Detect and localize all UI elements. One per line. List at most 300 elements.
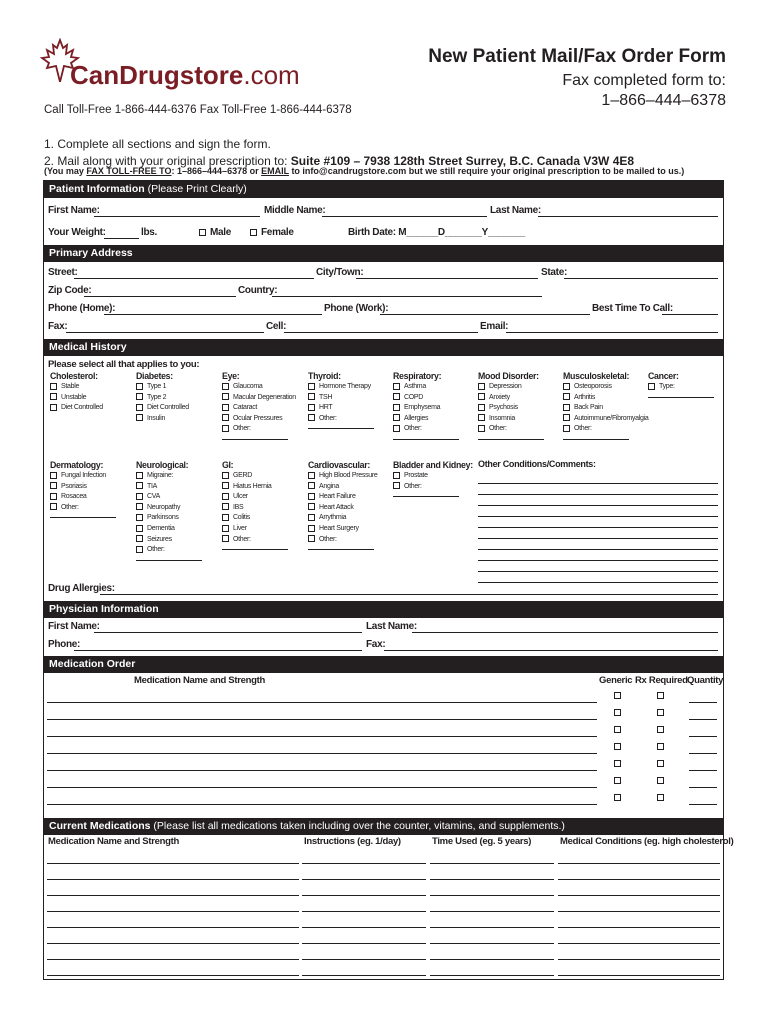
checkbox-icon[interactable] [614, 692, 621, 699]
checkbox-icon[interactable] [614, 760, 621, 767]
other-conditions-line[interactable] [478, 505, 718, 506]
condition-label: TIA [147, 482, 157, 490]
condition-option[interactable] [393, 482, 473, 493]
condition-label: Other: [319, 414, 337, 422]
category-heading: Mood Disorder: [478, 371, 539, 381]
checkbox-icon[interactable] [136, 482, 143, 489]
checkbox-icon[interactable] [308, 383, 315, 390]
condition-option[interactable] [563, 393, 648, 404]
city-field[interactable] [356, 278, 538, 279]
best-time-label: Best Time To Call: [592, 303, 673, 314]
checkbox-icon[interactable] [393, 472, 400, 479]
street-field[interactable] [74, 278, 314, 279]
city-label: City/Town: [316, 267, 364, 278]
current-med-field[interactable] [302, 927, 426, 928]
checkbox-icon[interactable] [308, 514, 315, 521]
other-conditions-line[interactable] [478, 582, 718, 583]
fax-label: Fax completed form to: [562, 72, 726, 89]
condition-option[interactable] [478, 393, 544, 404]
checkbox-icon[interactable] [614, 743, 621, 750]
current-med-field[interactable] [430, 879, 554, 880]
cell-field[interactable] [284, 332, 478, 333]
condition-option[interactable] [136, 482, 202, 493]
condition-label: Insomnia [489, 414, 516, 422]
current-med-field[interactable] [47, 911, 299, 912]
other-conditions-line[interactable] [478, 494, 718, 495]
condition-label: Rosacea [61, 493, 87, 501]
current-med-field[interactable] [47, 895, 299, 896]
current-med-field[interactable] [558, 943, 720, 944]
current-med-field[interactable] [558, 911, 720, 912]
condition-option[interactable] [478, 403, 544, 414]
condition-label: Osteoporosis [574, 383, 612, 390]
condition-option[interactable] [222, 524, 288, 535]
fax-label: Fax: [48, 321, 68, 332]
cur-col-instructions: Instructions (eg. 1/day) [304, 836, 401, 847]
current-med-field[interactable] [430, 863, 554, 864]
condition-option[interactable] [308, 524, 378, 535]
condition-label: Diet Controlled [147, 404, 189, 412]
condition-option[interactable] [136, 524, 202, 535]
condition-option[interactable] [222, 393, 296, 404]
checkbox-icon[interactable] [648, 383, 655, 390]
checkbox-icon[interactable] [614, 726, 621, 733]
medication-name-field[interactable] [47, 804, 597, 805]
current-med-field[interactable] [302, 911, 426, 912]
checkbox-icon[interactable] [393, 404, 400, 411]
current-med-field[interactable] [47, 879, 299, 880]
physician-last-name-field[interactable] [412, 632, 718, 633]
condition-option[interactable] [478, 414, 544, 425]
instruction-1: 1. Complete all sections and sign the form. [44, 137, 271, 151]
primary-address-header: Primary Address [44, 245, 723, 262]
checkbox-icon[interactable] [308, 525, 315, 532]
checkbox-icon[interactable] [136, 414, 143, 421]
state-label: State: [541, 267, 567, 278]
current-med-field[interactable] [430, 975, 554, 976]
checkbox-icon[interactable] [50, 383, 57, 390]
checkbox-icon[interactable] [222, 472, 229, 479]
checkbox-icon[interactable] [136, 514, 143, 521]
middle-name-field[interactable] [322, 216, 487, 217]
other-conditions-line[interactable] [478, 538, 718, 539]
other-field[interactable] [136, 560, 202, 561]
checkbox-icon[interactable] [563, 393, 570, 400]
other-conditions-label: Other Conditions/Comments: [478, 459, 596, 469]
quantity-field[interactable] [689, 719, 717, 720]
instruction-note: (You may FAX TOLL-FREE TO: 1–866–444–6378 or EMAIL to info@candrugstore.com but we still require your original prescription to be mailed to us.) [44, 166, 685, 176]
medical-history-header: Medical History [44, 339, 723, 356]
current-med-field[interactable] [558, 895, 720, 896]
checkbox-icon[interactable] [136, 546, 143, 553]
other-conditions-line[interactable] [478, 571, 718, 572]
condition-option[interactable] [222, 424, 296, 435]
condition-option[interactable] [222, 503, 288, 514]
category-eye [222, 371, 296, 440]
condition-option[interactable] [308, 414, 374, 425]
checkbox-icon[interactable] [308, 393, 315, 400]
patient-info-header: Patient Information (Please Print Clearly) [44, 181, 723, 198]
other-field[interactable] [308, 428, 374, 429]
condition-option[interactable] [563, 424, 648, 435]
other-conditions-line[interactable] [478, 527, 718, 528]
condition-option[interactable] [308, 403, 374, 414]
medication-name-field[interactable] [47, 770, 597, 771]
checkbox-icon[interactable] [222, 493, 229, 500]
phone-home-field[interactable] [104, 314, 322, 315]
condition-option[interactable] [308, 393, 374, 404]
checkbox-icon[interactable] [657, 760, 664, 767]
quantity-field[interactable] [689, 702, 717, 703]
other-field[interactable] [563, 439, 629, 440]
checkbox-icon[interactable] [136, 393, 143, 400]
category-heading: Eye: [222, 371, 240, 381]
condition-label: Other: [319, 535, 337, 543]
condition-option[interactable] [136, 414, 189, 425]
condition-option[interactable] [393, 403, 459, 414]
checkbox-icon[interactable] [222, 535, 229, 542]
current-med-field[interactable] [558, 927, 720, 928]
other-field[interactable] [222, 439, 288, 440]
condition-option[interactable] [393, 424, 459, 435]
checkbox-icon[interactable] [136, 525, 143, 532]
condition-label: Cataract [233, 404, 258, 412]
medication-name-field[interactable] [47, 736, 597, 737]
weight-label: Your Weight: [48, 227, 106, 238]
condition-label: Other: [147, 546, 165, 554]
condition-label: Other: [404, 425, 422, 433]
condition-label: Psoriasis [61, 482, 87, 490]
condition-option[interactable] [136, 471, 202, 482]
medication-name-field[interactable] [47, 787, 597, 788]
current-med-field[interactable] [430, 943, 554, 944]
checkbox-icon[interactable] [136, 383, 143, 390]
condition-option[interactable] [393, 471, 473, 482]
checkbox-icon[interactable] [657, 726, 664, 733]
other-conditions-line[interactable] [478, 560, 718, 561]
birth-date-field[interactable]: Birth Date: M______D_______Y_______ [348, 227, 525, 238]
country-label: Country: [238, 285, 278, 296]
condition-option[interactable] [222, 535, 288, 546]
checkbox-icon[interactable] [657, 692, 664, 699]
condition-label: Seizures [147, 535, 172, 543]
checkbox-icon[interactable] [657, 794, 664, 801]
zip-field[interactable] [84, 296, 236, 297]
condition-label: Hormone Therapy [319, 383, 371, 390]
phone-work-field[interactable] [380, 314, 590, 315]
checkbox-icon[interactable] [222, 393, 229, 400]
quantity-field[interactable] [689, 753, 717, 754]
best-time-field[interactable] [662, 314, 718, 315]
condition-option[interactable] [308, 535, 378, 546]
condition-option[interactable] [50, 492, 116, 503]
condition-option[interactable] [393, 382, 459, 393]
quantity-field[interactable] [689, 804, 717, 805]
physician-first-name-label: First Name: [48, 621, 100, 632]
condition-option[interactable] [308, 482, 378, 493]
checkbox-icon[interactable] [478, 393, 485, 400]
checkbox-icon[interactable] [222, 525, 229, 532]
weight-unit: lbs. [141, 227, 158, 238]
quantity-field[interactable] [689, 736, 717, 737]
phone-work-label: Phone (Work): [324, 303, 389, 314]
condition-label: Other: [489, 425, 507, 433]
current-med-field[interactable] [430, 927, 554, 928]
other-conditions-line[interactable] [478, 483, 718, 484]
current-med-field[interactable] [47, 863, 299, 864]
condition-label: Stable [61, 383, 80, 390]
checkbox-icon[interactable] [250, 229, 257, 236]
checkbox-icon[interactable] [308, 493, 315, 500]
category-heading: Cardiovascular: [308, 460, 370, 470]
category-heading: Respiratory: [393, 371, 442, 381]
physician-first-name-field[interactable] [94, 632, 362, 633]
country-field[interactable] [272, 296, 542, 297]
condition-option[interactable] [308, 513, 378, 524]
checkbox-icon[interactable] [222, 503, 229, 510]
category-heading: Musculoskeletal: [563, 371, 630, 381]
category-musculoskeletal [563, 371, 648, 440]
condition-option[interactable] [222, 513, 288, 524]
checkbox-icon[interactable] [657, 743, 664, 750]
instruction-2: 2. Mail along with your original prescription to: Suite #109 – 7938 128th Street Surrey, B.C. Canada V3W 4E8 [44, 154, 635, 168]
weight-field[interactable] [104, 238, 139, 239]
condition-option[interactable] [478, 424, 544, 435]
category-bladder-and-kidney [393, 460, 473, 497]
current-med-field[interactable] [47, 975, 299, 976]
condition-option[interactable] [308, 503, 378, 514]
condition-option[interactable] [308, 471, 378, 482]
cur-col-name: Medication Name and Strength [48, 836, 179, 847]
condition-label: Macular Degeneration [233, 393, 296, 401]
checkbox-icon[interactable] [50, 404, 57, 411]
condition-label: Heart Surgery [319, 524, 359, 532]
drug-allergies-label: Drug Allergies: [48, 583, 115, 594]
current-med-field[interactable] [302, 943, 426, 944]
condition-option[interactable] [393, 393, 459, 404]
condition-label: Glaucoma [233, 383, 263, 390]
condition-label: Heart Failure [319, 493, 356, 501]
checkbox-icon[interactable] [563, 404, 570, 411]
first-name-field[interactable] [94, 216, 260, 217]
brand-logo [40, 38, 300, 102]
checkbox-icon[interactable] [50, 493, 57, 500]
category-gi [222, 460, 288, 550]
condition-option[interactable] [50, 403, 103, 414]
current-med-field[interactable] [430, 911, 554, 912]
medication-name-field[interactable] [47, 753, 597, 754]
condition-label: Type 1 [147, 383, 167, 390]
other-conditions-line[interactable] [478, 549, 718, 550]
condition-option[interactable] [136, 545, 202, 556]
current-med-field[interactable] [558, 975, 720, 976]
condition-option[interactable] [308, 492, 378, 503]
condition-label: Type: [659, 383, 675, 390]
checkbox-icon[interactable] [614, 777, 621, 784]
checkbox-icon[interactable] [393, 425, 400, 432]
condition-option[interactable] [478, 382, 544, 393]
condition-option[interactable] [136, 503, 202, 514]
condition-label: Type 2 [147, 393, 167, 401]
checkbox-icon[interactable] [393, 482, 400, 489]
condition-label: Other: [61, 503, 79, 511]
condition-option[interactable] [50, 382, 103, 393]
last-name-label: Last Name: [490, 205, 541, 216]
checkbox-icon[interactable] [393, 393, 400, 400]
condition-option[interactable] [136, 393, 189, 404]
condition-option[interactable] [50, 393, 103, 404]
category-heading: Thyroid: [308, 371, 341, 381]
current-med-field[interactable] [47, 927, 299, 928]
other-field[interactable] [50, 517, 116, 518]
condition-option[interactable] [136, 513, 202, 524]
current-med-field[interactable] [558, 879, 720, 880]
condition-label: Other: [574, 425, 592, 433]
checkbox-icon[interactable] [478, 414, 485, 421]
current-meds-header: Current Medications (Please list all medications taken including over the counter, vitamins, and supplements.) [44, 818, 723, 835]
checkbox-icon[interactable] [478, 404, 485, 411]
state-field[interactable] [564, 278, 718, 279]
condition-option[interactable] [222, 382, 296, 393]
physician-phone-field[interactable] [74, 650, 362, 651]
checkbox-icon[interactable] [136, 503, 143, 510]
checkbox-icon[interactable] [222, 414, 229, 421]
checkbox-icon[interactable] [308, 535, 315, 542]
condition-option[interactable] [308, 382, 374, 393]
other-field[interactable] [648, 397, 714, 398]
quantity-field[interactable] [689, 787, 717, 788]
current-med-field[interactable] [302, 959, 426, 960]
condition-option[interactable] [222, 482, 288, 493]
physician-fax-label: Fax: [366, 639, 386, 650]
condition-option[interactable] [50, 503, 116, 514]
checkbox-icon[interactable] [136, 404, 143, 411]
checkbox-icon[interactable] [563, 425, 570, 432]
checkbox-icon[interactable] [308, 472, 315, 479]
other-field[interactable] [393, 439, 459, 440]
brand-name: CanDrugstore.com [70, 60, 300, 90]
condition-option[interactable] [50, 471, 116, 482]
drug-allergies-field[interactable] [100, 594, 718, 595]
checkbox-icon[interactable] [657, 777, 664, 784]
checkbox-icon[interactable] [614, 794, 621, 801]
checkbox-icon[interactable] [308, 503, 315, 510]
checkbox-icon[interactable] [308, 414, 315, 421]
male-option[interactable]: Male [199, 227, 231, 238]
last-name-field[interactable] [538, 216, 718, 217]
category-heading: Cholesterol: [50, 371, 98, 381]
quantity-field[interactable] [689, 770, 717, 771]
condition-option[interactable] [136, 492, 202, 503]
checkbox-icon[interactable] [393, 383, 400, 390]
condition-option[interactable] [563, 414, 648, 425]
checkbox-icon[interactable] [222, 514, 229, 521]
checkbox-icon[interactable] [393, 414, 400, 421]
checkbox-icon[interactable] [308, 404, 315, 411]
condition-option[interactable] [393, 414, 459, 425]
condition-option[interactable] [222, 414, 296, 425]
checkbox-icon[interactable] [199, 229, 206, 236]
current-med-field[interactable] [430, 959, 554, 960]
condition-option[interactable] [50, 482, 116, 493]
other-field[interactable] [393, 496, 459, 497]
current-med-field[interactable] [558, 863, 720, 864]
current-med-field[interactable] [302, 975, 426, 976]
condition-label: Insulin [147, 414, 166, 422]
checkbox-icon[interactable] [50, 393, 57, 400]
medical-prompt: Please select all that applies to you: [48, 359, 200, 370]
category-thyroid [308, 371, 374, 429]
other-conditions-line[interactable] [478, 516, 718, 517]
checkbox-icon[interactable] [222, 404, 229, 411]
med-col-name: Medication Name and Strength [134, 675, 265, 686]
current-med-field[interactable] [47, 959, 299, 960]
current-med-field[interactable] [302, 895, 426, 896]
current-med-field[interactable] [430, 895, 554, 896]
condition-label: COPD [404, 393, 424, 401]
checkbox-icon[interactable] [222, 425, 229, 432]
current-med-field[interactable] [47, 943, 299, 944]
checkbox-icon[interactable] [50, 472, 57, 479]
checkbox-icon[interactable] [308, 482, 315, 489]
condition-label: Liver [233, 524, 247, 532]
condition-option[interactable] [136, 382, 189, 393]
current-med-field[interactable] [302, 863, 426, 864]
med-col-quantity: Quantity [687, 675, 724, 686]
other-field[interactable] [308, 549, 374, 550]
other-field[interactable] [478, 439, 544, 440]
checkbox-icon[interactable] [136, 472, 143, 479]
category-heading: Neurological: [136, 460, 189, 470]
current-med-field[interactable] [558, 959, 720, 960]
condition-option[interactable] [136, 535, 202, 546]
cell-label: Cell: [266, 321, 287, 332]
checkbox-icon[interactable] [478, 383, 485, 390]
checkbox-icon[interactable] [50, 482, 57, 489]
condition-option[interactable] [222, 492, 288, 503]
checkbox-icon[interactable] [614, 709, 621, 716]
condition-label: Emphysema [404, 404, 441, 412]
other-field[interactable] [222, 549, 288, 550]
condition-label: Arrythmia [319, 514, 347, 522]
condition-option[interactable] [563, 403, 648, 414]
checkbox-icon[interactable] [136, 493, 143, 500]
checkbox-icon[interactable] [222, 482, 229, 489]
condition-option[interactable] [136, 403, 189, 414]
checkbox-icon[interactable] [50, 503, 57, 510]
fax-field[interactable] [66, 332, 264, 333]
condition-option[interactable] [563, 382, 648, 393]
current-med-field[interactable] [302, 879, 426, 880]
cur-col-conditions: Medical Conditions (eg. high cholesterol) [560, 836, 734, 847]
condition-option[interactable] [222, 403, 296, 414]
checkbox-icon[interactable] [222, 383, 229, 390]
female-option[interactable]: Female [250, 227, 294, 238]
checkbox-icon[interactable] [657, 709, 664, 716]
checkbox-icon[interactable] [563, 414, 570, 421]
condition-label: Neuropathy [147, 503, 181, 511]
condition-option[interactable] [222, 471, 288, 482]
checkbox-icon[interactable] [563, 383, 570, 390]
medication-name-field[interactable] [47, 719, 597, 720]
medication-name-field[interactable] [47, 702, 597, 703]
physician-fax-field[interactable] [384, 650, 718, 651]
condition-label: CVA [147, 493, 160, 501]
email-field[interactable] [506, 332, 718, 333]
checkbox-icon[interactable] [136, 535, 143, 542]
condition-option[interactable] [648, 382, 714, 393]
checkbox-icon[interactable] [478, 425, 485, 432]
